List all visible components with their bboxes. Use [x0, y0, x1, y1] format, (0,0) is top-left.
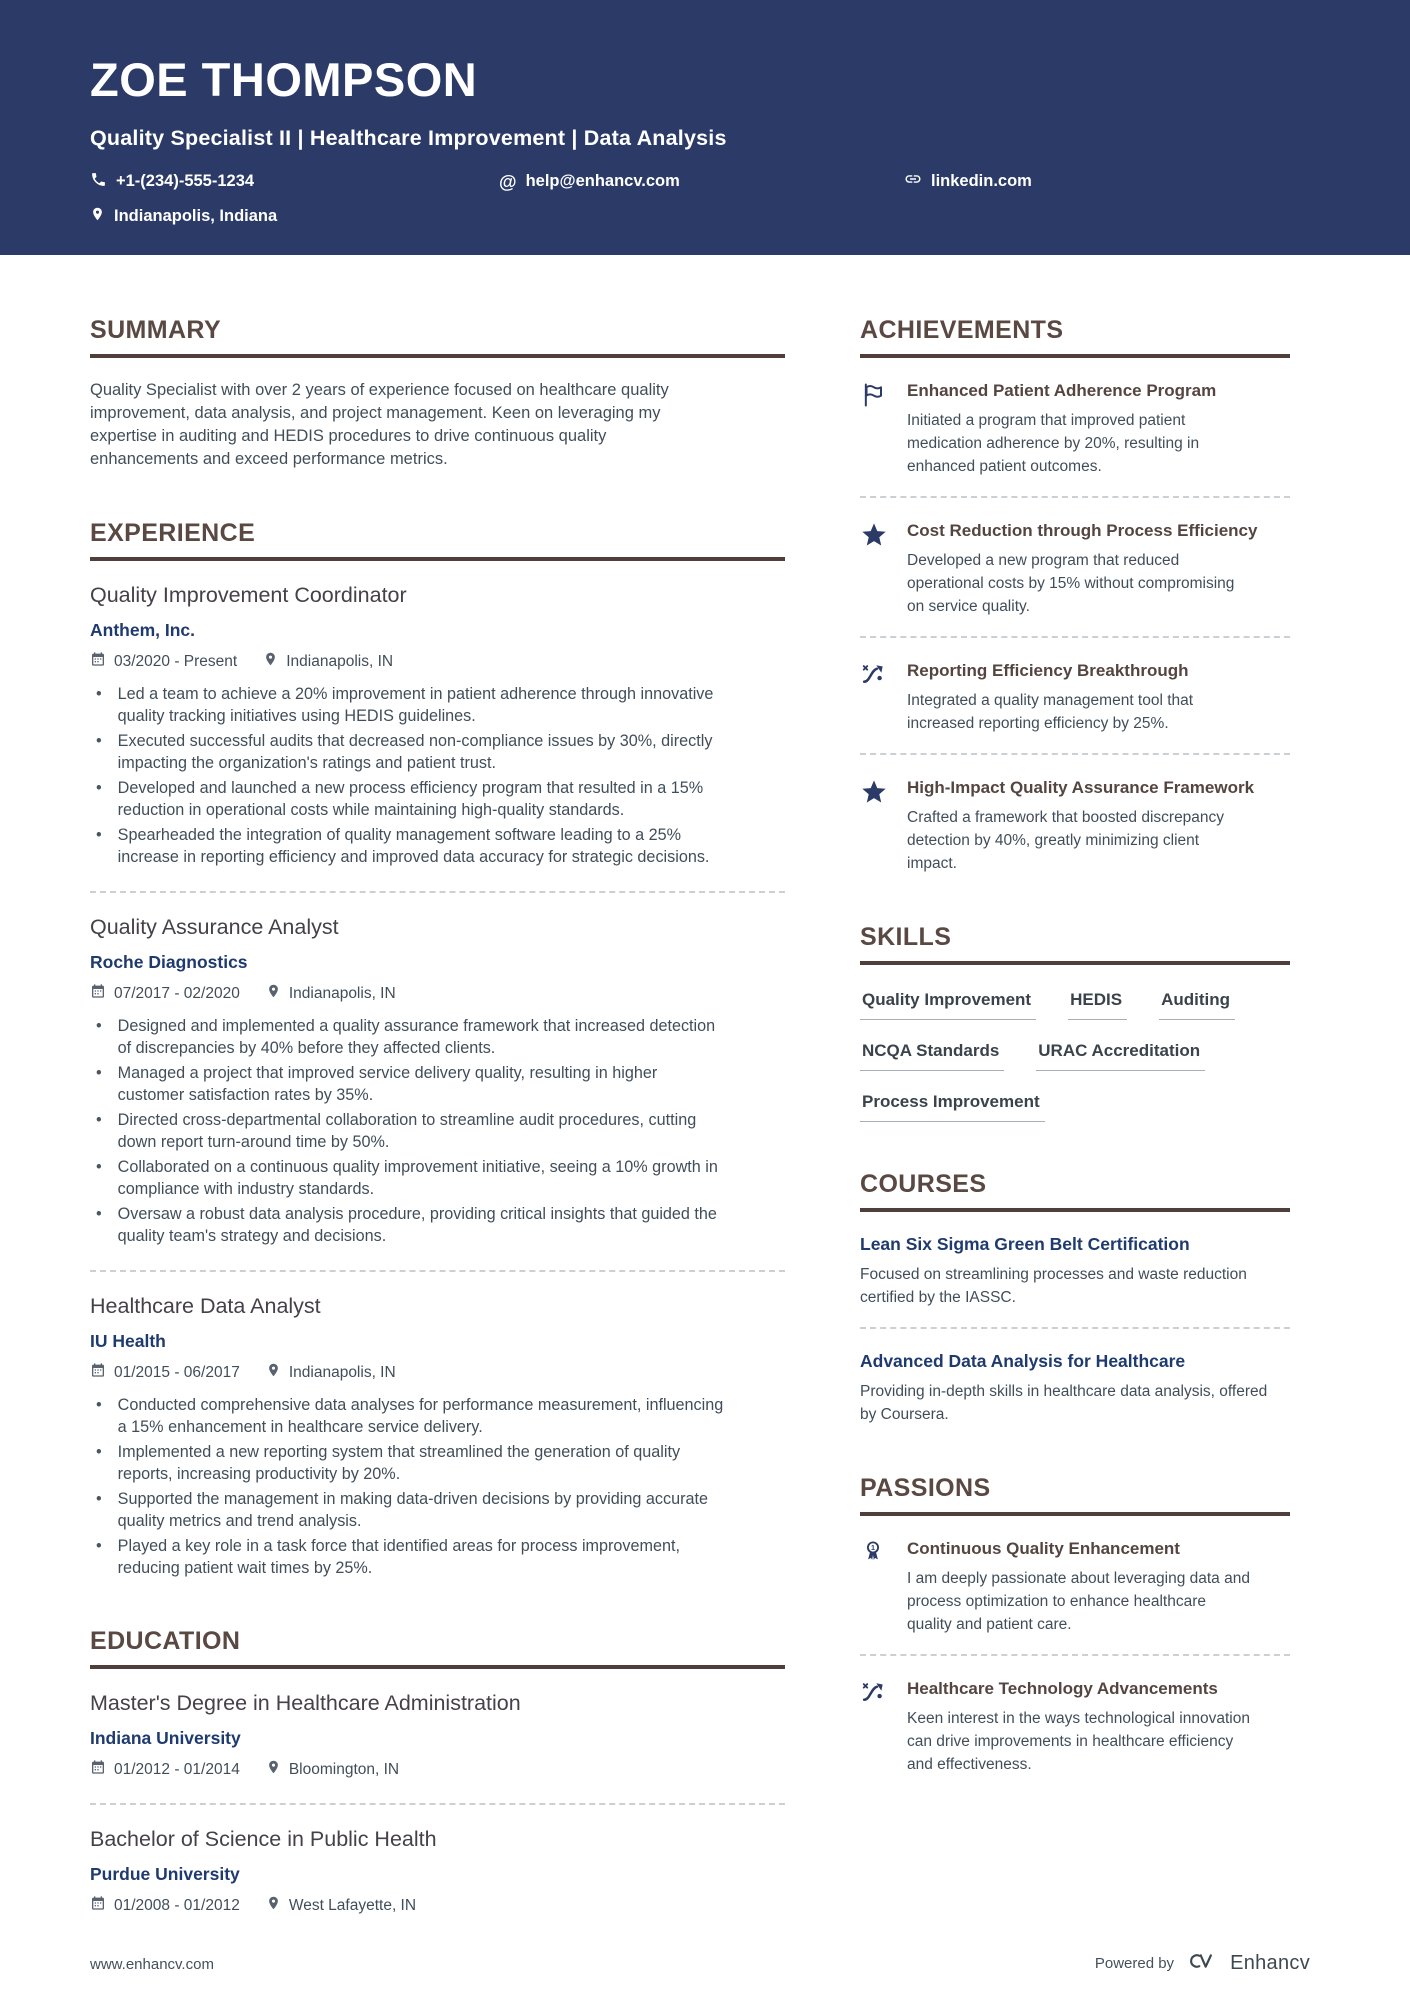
calendar-icon — [90, 983, 106, 1004]
location-contact — [90, 205, 277, 228]
degree-title: Master's Degree in Healthcare Administration — [90, 1691, 521, 1715]
company-name: IU Health — [90, 1331, 166, 1351]
passion-title: Continuous Quality Enhancement — [907, 1539, 1180, 1558]
bullet-item: • Oversaw a robust data analysis procedure, providing critical insights that guided the quality team's strategy and decisions. — [96, 1204, 727, 1247]
degree-entry — [90, 1827, 785, 1916]
bullet-item: • Designed and implemented a quality assurance framework that increased detection of discrepancies by 40% before they affected clients. — [96, 1016, 727, 1059]
course-title: Advanced Data Analysis for Healthcare — [860, 1351, 1186, 1371]
bullet-dot: • — [96, 685, 102, 703]
passion-text: Keen interest in the ways technological innovation can drive improvements in healthcare efficiency and effectiveness. — [907, 1710, 1250, 1773]
pin-icon — [266, 1895, 281, 1916]
skill-tag: Quality Improvement — [860, 990, 1036, 1020]
achievement-title: Cost Reduction through Process Efficiency — [907, 521, 1258, 540]
bullet-dot: • — [96, 1537, 102, 1555]
powered-by-label: Powered by — [1094, 1955, 1175, 1972]
skills-section — [860, 923, 1290, 1122]
degree-meta — [90, 1759, 785, 1780]
education-heading: EDUCATION — [90, 1627, 785, 1669]
body — [0, 255, 1410, 1916]
calendar-icon — [90, 1895, 106, 1916]
achievement-item — [860, 380, 1290, 478]
pin-icon — [266, 1759, 281, 1780]
phone-contact — [90, 171, 499, 193]
bullet-dot: • — [96, 826, 102, 844]
achievement-text: Developed a new program that reduced operational costs by 15% without compromising on service quality. — [907, 552, 1235, 615]
linkedin-contact[interactable] — [904, 170, 1032, 193]
svg-text:1: 1 — [871, 1543, 875, 1552]
email-contact[interactable] — [499, 172, 904, 191]
job-dates: 07/2017 - 02/2020 — [90, 983, 240, 1004]
job-meta — [90, 1362, 785, 1383]
achievement-text: Crafted a framework that boosted discrepancy detection by 40%, greatly minimizing client impact. — [907, 809, 1225, 872]
passions-section — [860, 1474, 1290, 1776]
degree-title: Bachelor of Science in Public Health — [90, 1827, 437, 1851]
degree-meta — [90, 1895, 785, 1916]
star-icon — [860, 777, 890, 875]
skills-list — [860, 990, 1290, 1122]
phone-number: +1-(234)-555-1234 — [116, 172, 255, 190]
bullet-dot: • — [96, 1396, 102, 1414]
header — [0, 0, 1410, 255]
job-bullets — [90, 684, 785, 868]
right-column — [860, 255, 1290, 1916]
skill-tag: NCQA Standards — [860, 1041, 1004, 1071]
experience-section — [90, 519, 785, 1579]
contact-row-2 — [90, 205, 1320, 228]
experience-heading: EXPERIENCE — [90, 519, 785, 561]
divider — [90, 891, 785, 893]
divider — [860, 496, 1290, 498]
bullet-item: • Conducted comprehensive data analyses for performance measurement, influencing a 15% enhancement in healthcare service delivery. — [96, 1395, 727, 1438]
course-text: Providing in-depth skills in healthcare data analysis, offered by Coursera. — [860, 1383, 1268, 1423]
bullet-item: • Executed successful audits that decreased non-compliance issues by 30%, directly impacting the organization's ratings and patient trust. — [96, 731, 727, 774]
linkedin-url[interactable]: linkedin.com — [931, 172, 1032, 190]
bullet-dot: • — [96, 1064, 102, 1082]
job-title: Quality Assurance Analyst — [90, 915, 339, 939]
job-bullets — [90, 1016, 785, 1247]
left-column — [90, 255, 785, 1916]
bullet-dot: • — [96, 732, 102, 750]
passion-item — [860, 1538, 1290, 1636]
bullet-item: • Managed a project that improved service delivery quality, resulting in higher customer satisfaction rates by 35%. — [96, 1063, 727, 1106]
bullet-dot: • — [96, 1017, 102, 1035]
skill-tag: Process Improvement — [860, 1092, 1045, 1122]
bullet-item: • Collaborated on a continuous quality improvement initiative, seeing a 10% growth in compliance with industry standards. — [96, 1157, 727, 1200]
link-icon — [904, 170, 922, 193]
job-bullets — [90, 1395, 785, 1579]
bullet-dot: • — [96, 1490, 102, 1508]
passions-heading: PASSIONS — [860, 1474, 1290, 1516]
divider — [860, 1654, 1290, 1656]
bullet-item: • Spearheaded the integration of quality management software leading to a 25% increase in reporting efficiency and improved data accuracy for strategic decisions. — [96, 825, 727, 868]
courses-section — [860, 1170, 1290, 1426]
job-location: Indianapolis, IN — [263, 651, 393, 672]
degree-dates: 01/2012 - 01/2014 — [90, 1759, 240, 1780]
trending-up-icon — [860, 660, 890, 735]
degree-dates: 01/2008 - 01/2012 — [90, 1895, 240, 1916]
job-entry — [90, 1294, 785, 1579]
degree-entry — [90, 1691, 785, 1780]
summary-heading: SUMMARY — [90, 316, 785, 358]
flag-icon — [860, 380, 890, 478]
skills-heading: SKILLS — [860, 923, 1290, 965]
job-dates: 01/2015 - 06/2017 — [90, 1362, 240, 1383]
website-link[interactable]: www.enhancv.com — [90, 1956, 214, 1973]
divider — [90, 1803, 785, 1805]
calendar-icon — [90, 651, 106, 672]
pin-icon — [263, 651, 278, 672]
passion-text: I am deeply passionate about leveraging data and process optimization to enhance healthcare quality and patient care. — [907, 1570, 1250, 1633]
achievement-item — [860, 777, 1290, 875]
achievements-heading: ACHIEVEMENTS — [860, 316, 1290, 358]
course-title: Lean Six Sigma Green Belt Certification — [860, 1234, 1190, 1254]
courses-heading: COURSES — [860, 1170, 1290, 1212]
job-meta — [90, 651, 785, 672]
achievement-text: Integrated a quality management tool that increased reporting efficiency by 25%. — [907, 692, 1194, 732]
medal-icon — [860, 1538, 890, 1636]
divider — [90, 1270, 785, 1272]
enhancv-brand-text: Enhancv — [1230, 1952, 1310, 1974]
star-icon — [860, 520, 890, 618]
email-address[interactable]: help@enhancv.com — [525, 172, 680, 190]
achievement-title: Reporting Efficiency Breakthrough — [907, 661, 1189, 680]
divider — [860, 636, 1290, 638]
bullet-item: • Led a team to achieve a 20% improvement in patient adherence through innovative quality tracking initiatives using HEDIS guidelines. — [96, 684, 727, 727]
school-name: Purdue University — [90, 1864, 240, 1884]
headline: Quality Specialist II | Healthcare Improvement | Data Analysis — [90, 126, 727, 150]
passion-title: Healthcare Technology Advancements — [907, 1679, 1218, 1698]
pin-icon — [266, 1362, 281, 1383]
bullet-dot: • — [96, 1158, 102, 1176]
education-section — [90, 1627, 785, 1916]
enhancv-logo-icon — [1186, 1948, 1218, 1979]
course-entry — [860, 1234, 1290, 1309]
skill-tag: URAC Accreditation — [1036, 1041, 1205, 1071]
divider — [860, 753, 1290, 755]
achievement-item — [860, 520, 1290, 618]
divider — [860, 1327, 1290, 1329]
achievement-item — [860, 660, 1290, 735]
course-text: Focused on streamlining processes and waste reduction certified by the IASSC. — [860, 1266, 1247, 1306]
skill-tag: HEDIS — [1068, 990, 1127, 1020]
person-name: ZOE THOMPSON — [90, 53, 478, 106]
location-pin-icon — [90, 205, 105, 228]
job-dates: 03/2020 - Present — [90, 651, 237, 672]
achievement-text: Initiated a program that improved patient medication adherence by 20%, resulting in enhanced patient outcomes. — [907, 412, 1200, 475]
location-text: Indianapolis, Indiana — [114, 207, 278, 225]
bullet-dot: • — [96, 1205, 102, 1223]
bullet-item: • Implemented a new reporting system that streamlined the generation of quality reports, increasing productivity by 20%. — [96, 1442, 727, 1485]
job-entry — [90, 915, 785, 1247]
course-entry — [860, 1351, 1290, 1426]
skill-tag: Auditing — [1159, 990, 1235, 1020]
contact-row — [90, 170, 1320, 193]
bullet-item: • Developed and launched a new process efficiency program that resulted in a 15% reduction in operational costs while maintaining high-quality standards. — [96, 778, 727, 821]
job-entry — [90, 583, 785, 868]
bullet-item: • Played a key role in a task force that identified areas for process improvement, reducing patient wait times by 25%. — [96, 1536, 727, 1579]
summary-section — [90, 316, 785, 471]
job-meta — [90, 983, 785, 1004]
calendar-icon — [90, 1362, 106, 1383]
bullet-dot: • — [96, 1111, 102, 1129]
phone-icon — [90, 171, 107, 193]
pin-icon — [266, 983, 281, 1004]
bullet-item: • Supported the management in making data-driven decisions by providing accurate quality metrics and trend analysis. — [96, 1489, 727, 1532]
passion-item — [860, 1678, 1290, 1776]
achievements-section — [860, 316, 1290, 875]
degree-location: Bloomington, IN — [266, 1759, 399, 1780]
bullet-dot: • — [96, 1443, 102, 1461]
achievement-title: Enhanced Patient Adherence Program — [907, 381, 1217, 400]
summary-text: Quality Specialist with over 2 years of experience focused on healthcare quality improvement, data analysis, and project management. Keen on leveraging my expertise in auditing and HEDIS procedures to drive continuous quality enhancements and exceed performance metrics. — [90, 381, 669, 468]
bullet-dot: • — [96, 779, 102, 797]
company-name: Roche Diagnostics — [90, 952, 248, 972]
achievement-title: High-Impact Quality Assurance Framework — [907, 778, 1255, 797]
job-title: Quality Improvement Coordinator — [90, 583, 407, 607]
degree-location: West Lafayette, IN — [266, 1895, 416, 1916]
job-location: Indianapolis, IN — [266, 983, 396, 1004]
powered-by[interactable] — [1095, 1948, 1310, 1979]
school-name: Indiana University — [90, 1728, 241, 1748]
company-name: Anthem, Inc. — [90, 620, 196, 640]
trending-up-icon — [860, 1678, 890, 1776]
job-location: Indianapolis, IN — [266, 1362, 396, 1383]
bullet-item: • Directed cross-departmental collaboration to streamline audit procedures, cutting down report turn-around time by 50%. — [96, 1110, 727, 1153]
job-title: Healthcare Data Analyst — [90, 1294, 321, 1318]
at-icon: @ — [499, 171, 517, 192]
calendar-icon — [90, 1759, 106, 1780]
